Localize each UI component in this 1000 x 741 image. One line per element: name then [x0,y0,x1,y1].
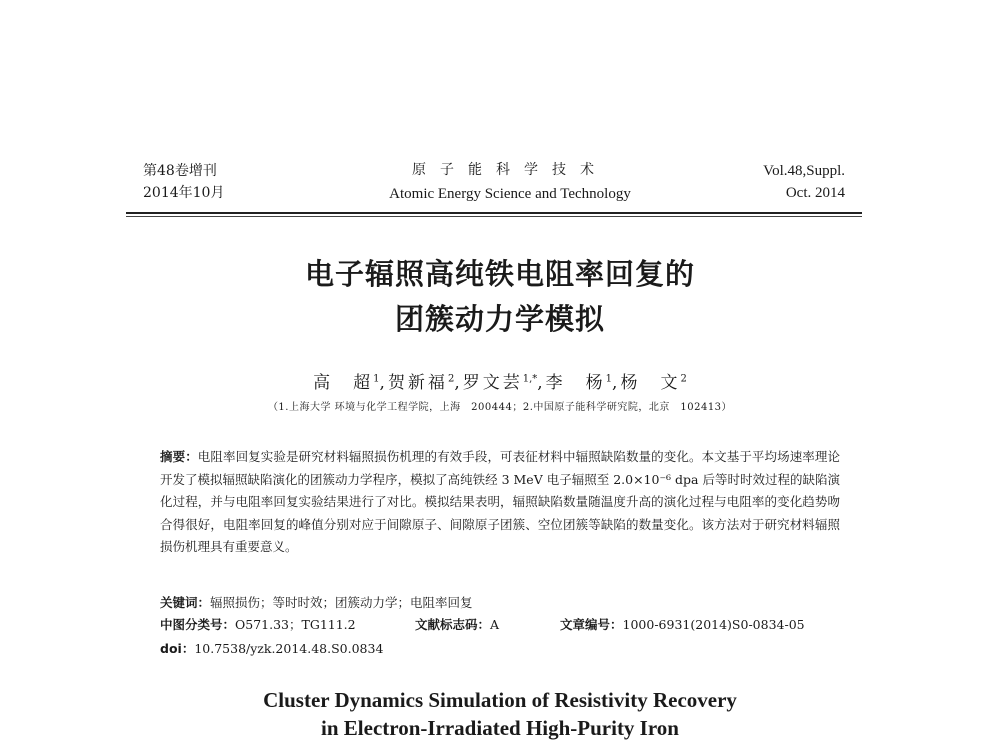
author-name: 罗文芸 [462,373,523,393]
author-affiliation-mark: 1 [373,373,380,385]
author-name: 高 超 [313,373,374,393]
journal-name-en: Atomic Energy Science and Technology [389,186,631,202]
affiliations: （1.上海大学 环境与化学工程学院，上海 200444；2.中国原子能科学研究院，北京 102413） [267,402,733,413]
doi-value: 10.7538/yzk.2014.48.S0.0834 [194,641,384,656]
author-name: 李 杨 [545,373,606,393]
title-line-2: 团簇动力学模拟 [394,302,605,336]
volume-cn: 第48卷增刊 [143,163,217,179]
classification-label: 中图分类号： [160,617,236,632]
journal-name-header [300,158,720,206]
header-rule-thick [126,212,862,214]
english-title-line-1: Cluster Dynamics Simulation of Resistivity Recovery [263,688,737,712]
article-number-label: 文章编号： [560,617,623,632]
journal-issue-header [763,160,845,204]
english-title-line-2: in Electron-Irradiated High-Purity Iron [321,716,679,740]
header-rule-thin [126,216,862,217]
volume-en: Vol.48,Suppl. [763,163,845,179]
paper-title [180,252,820,342]
author-affiliation-mark: 2 [680,373,687,385]
author-name: 贺新福 [387,373,448,393]
document-code-label: 文献标志码： [415,617,491,632]
author-name: 杨 文 [620,373,681,393]
author-affiliation-mark: 1,* [522,373,538,385]
abstract-label: 摘要： [160,449,198,464]
date-en: Oct. 2014 [785,185,845,201]
title-line-1: 电子辐照高纯铁电阻率回复的 [304,257,695,291]
classification-value: O571.33；TG111.2 [235,617,356,632]
date-cn: 2014年10月 [143,185,225,201]
doi-row [160,638,840,660]
author-affiliation-mark: 2 [447,373,455,385]
abstract-text: 电阻率回复实验是研究材料辐照损伤机理的有效手段，可表征材料中辐照缺陷数量的变化。本文基于平均场速率理论开发了模拟辐照缺陷演化的团簇动力学程序，模拟了高纯铁经 3 MeV 电子辐照至 2.0×10⁻⁶ dpa 后等时时效过程的缺陷演化过程，并与电阻率回复实验结果进行了对比。模拟结果表明，辐照缺陷数量随温度升高的演化过程与电阻率的变化趋势吻合得很好，电阻率回复的峰值分别对应于间隙原子、间隙原子团簇、空位团簇等缺陷的数量变化。该方法对于研究材料辐照损伤机理具有重要意义。 [160,449,840,554]
journal-name-cn: 原子能科学技术 [412,162,608,178]
author-list: 高 超$^1$,贺新福$^2$,罗文芸$^{1,*}$,李 杨$^1$,杨 文$^2$ [313,373,687,393]
journal-volume-header [143,160,224,204]
keywords-text: 辐照损伤；等时时效；团簇动力学；电阻率回复 [210,595,473,610]
article-number-value: 1000-6931(2014)S0-0834-05 [622,617,805,632]
document-code-value: A [490,617,500,632]
author-affiliation-mark: 1 [605,373,613,385]
doi-label: doi： [160,641,195,656]
classification-row [160,614,840,636]
article-number [560,614,805,636]
document-code [415,614,560,636]
keywords-label: 关键词： [160,595,211,610]
keywords [160,592,840,614]
classification [160,614,415,636]
abstract [160,446,840,559]
